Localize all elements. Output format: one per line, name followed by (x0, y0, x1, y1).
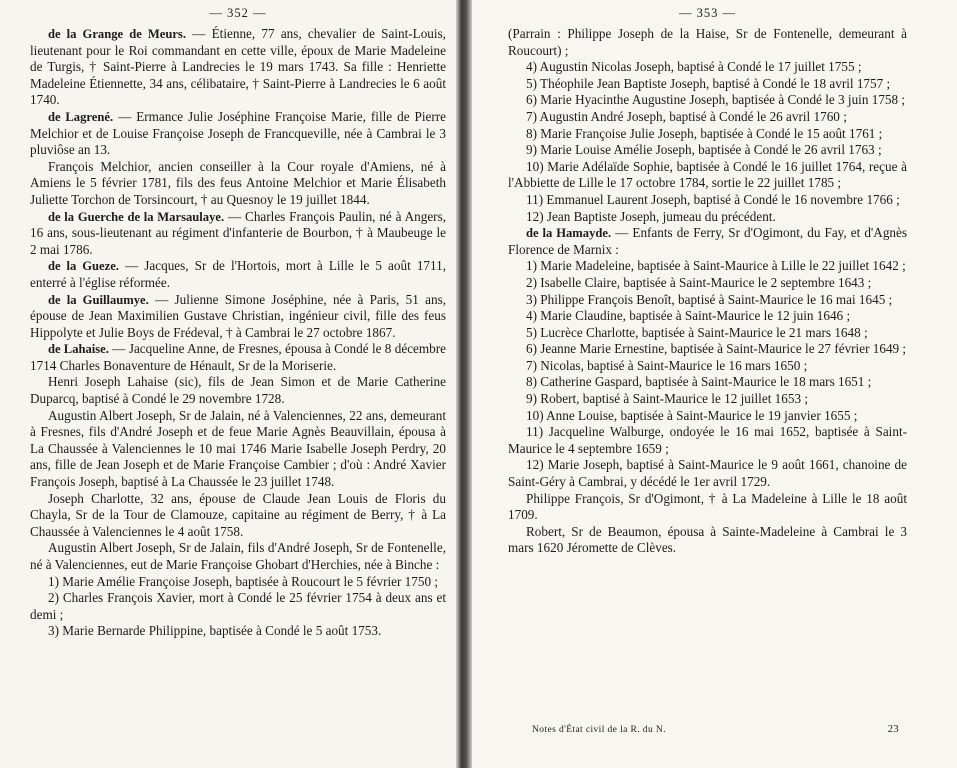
entry-text: 8) Marie Françoise Julie Joseph, baptisée à Condé le 15 août 1761 ; (526, 125, 883, 141)
paragraph (508, 325, 907, 342)
entry-text: — Ermance Julie Joséphine Françoise Marie, fille de Pierre Melchior et de Louise Françoise Joseph de Francqueville, née à Cambrai le 3 pluviôse an 13. (30, 108, 447, 158)
left-page-text (30, 26, 446, 640)
page-number: — 352 — (209, 6, 267, 20)
footer-title: Notes d'État civil de la R. du N. (532, 725, 666, 735)
paragraph (30, 292, 446, 342)
paragraph (30, 341, 446, 374)
entry-text: 7) Nicolas, baptisé à Saint-Maurice le 16 mars 1650 ; (526, 357, 808, 373)
page-footer (532, 725, 907, 735)
entry-text: 4) Augustin Nicolas Joseph, baptisé à Condé le 17 juillet 1755 ; (526, 59, 862, 75)
entry-text: 9) Marie Louise Amélie Joseph, baptisée à Condé le 26 avril 1763 ; (526, 142, 882, 158)
entry-text: 9) Robert, baptisé à Saint-Maurice le 12 juillet 1653 ; (526, 391, 808, 407)
paragraph (508, 159, 907, 192)
right-page (472, 0, 957, 768)
entry-text: 7) Augustin André Joseph, baptisé à Condé le 26 avril 1760 ; (526, 108, 847, 124)
entry-text: 2) Isabelle Claire, baptisée à Saint-Maurice le 2 septembre 1643 ; (526, 274, 872, 290)
entry-name: de la Guillaumye. (48, 292, 149, 307)
folio-number: 23 (887, 724, 899, 735)
entry-text: 1) Marie Madeleine, baptisée à Saint-Maurice à Lille le 22 juillet 1642 ; (526, 258, 906, 274)
paragraph (30, 491, 446, 541)
entry-text: — Julienne Simone Joséphine, née à Paris, 51 ans, épouse de Jean Maximilien Gustave Christian, ingénieur civil, fille des feus Hippolyte et Julie Boys de Frédeval, † à Cambrai le 27 octobre 1867. (30, 291, 446, 340)
entry-text: 12) Marie Joseph, baptisé à Saint-Maurice le 9 août 1661, chanoine de Saint-Géry à Cambrai, y décédé le 1er avril 1729. (508, 457, 907, 490)
entry-text: 11) Emmanuel Laurent Joseph, baptisé à Condé le 16 novembre 1766 ; (526, 191, 900, 207)
paragraph (30, 109, 446, 159)
entry-text: 5) Lucrèce Charlotte, baptisée à Saint-Maurice le 21 mars 1648 ; (526, 324, 868, 340)
entry-text: — Jacqueline Anne, de Fresnes, épousa à Condé le 8 décembre 1714 Charles Bonaventure de Hénault, Sr de la Moriserie. (30, 341, 446, 373)
paragraph (30, 258, 446, 291)
paragraph (508, 308, 907, 325)
paragraph (508, 491, 907, 524)
entry-text: Henri Joseph Lahaise (sic), fils de Jean Simon et de Marie Catherine Duparcq, baptisé à Condé le 29 novembre 1728. (30, 374, 446, 407)
paragraph (508, 92, 907, 109)
paragraph (508, 424, 907, 457)
paragraph (508, 258, 907, 275)
entry-text: Joseph Charlotte, 32 ans, épouse de Claude Jean Louis de Floris du Chayla, Sr de la Tour de Clamouze, capitaine au régiment de Berry, † à La Chaussée à Valenciennes le 4 août 1758. (30, 490, 446, 539)
paragraph (508, 524, 907, 557)
paragraph (30, 209, 446, 259)
paragraph (508, 457, 907, 490)
paragraph (508, 391, 907, 408)
paragraph (508, 341, 907, 358)
entry-text: François Melchior, ancien conseiller à la Cour royale d'Amiens, né à Amiens le 5 février 1781, fils des feus Antoine Melchior et Marie Élisabeth Juliette Torchon de Torsincourt, † au Quesnoy le 19 juillet 1844. (30, 158, 446, 207)
paragraph (508, 408, 907, 425)
book-gutter (456, 0, 472, 768)
entry-text: Augustin Albert Joseph, Sr de Jalain, fils d'André Joseph, Sr de Fontenelle, né à Valenciennes, eut de Marie Françoise Ghobart d'Herchies, née à Binche : (30, 540, 446, 572)
paragraph (508, 275, 907, 292)
paragraph (508, 374, 907, 391)
entry-text: 11) Jacqueline Walburge, ondoyée le 16 mai 1652, baptisée à Saint-Maurice le 4 septembre 1659 ; (508, 424, 907, 456)
entry-text: 10) Marie Adélaïde Sophie, baptisée à Condé le 16 juillet 1764, reçue à l'Abbiette de Lille le 17 octobre 1784, sortie le 22 juillet 1785 ; (508, 158, 907, 191)
paragraph (30, 26, 446, 109)
paragraph (30, 374, 446, 407)
entry-text: — Jacques, Sr de l'Hortois, mort à Lille le 5 août 1711, enterré à l'église réformée. (30, 258, 446, 290)
paragraph (508, 142, 907, 159)
paragraph (30, 623, 446, 640)
entry-text: Philippe François, Sr d'Ogimont, † à La Madeleine à Lille le 18 août 1709. (508, 490, 907, 523)
entry-text: — Charles François Paulin, né à Angers, 16 ans, sous-lieutenant au régiment d'infanterie de Bourbon, † à Maubeuge le 2 mai 1786. (30, 208, 447, 257)
paragraph (508, 192, 907, 209)
paragraph (30, 540, 446, 573)
entry-text: 2) Charles François Xavier, mort à Condé le 25 février 1754 à deux ans et demi ; (30, 590, 446, 622)
entry-text: (Parrain : Philippe Joseph de la Haise, Sr de Fontenelle, demeurant à Roucourt) ; (508, 26, 907, 58)
paragraph (508, 209, 907, 226)
entry-text: 6) Jeanne Marie Ernestine, baptisée à Saint-Maurice le 27 février 1649 ; (526, 341, 907, 357)
entry-name: de la Gueze. (48, 259, 119, 274)
paragraph (508, 358, 907, 375)
entry-name: de la Hamayde. (526, 226, 612, 241)
entry-text: — Enfants de Ferry, Sr d'Ogimont, du Fay, et d'Agnès Florence de Marnix : (508, 225, 907, 257)
paragraph (30, 159, 446, 209)
entry-text: 4) Marie Claudine, baptisée à Saint-Maurice le 12 juin 1646 ; (526, 308, 851, 324)
entry-name: de la Guerche de la Marsaulaye. (48, 209, 225, 224)
paragraph (30, 590, 446, 623)
paragraph (508, 109, 907, 126)
paragraph (508, 126, 907, 143)
entry-text: 6) Marie Hyacinthe Augustine Joseph, baptisée à Condé le 3 juin 1758 ; (526, 92, 906, 108)
entry-name: de Lahaise. (48, 342, 109, 357)
entry-text: 1) Marie Amélie Françoise Joseph, baptisée à Roucourt le 5 février 1750 ; (48, 573, 439, 589)
paragraph (508, 59, 907, 76)
right-page-text (508, 26, 907, 557)
entry-text: Robert, Sr de Beaumon, épousa à Sainte-Madeleine à Cambrai le 3 mars 1620 Jéromette de Clèves. (508, 523, 907, 556)
page-number: — 353 — (679, 6, 736, 20)
paragraph (508, 292, 907, 309)
paragraph (508, 26, 907, 59)
entry-text: 12) Jean Baptiste Joseph, jumeau du précédent. (526, 208, 776, 224)
entry-name: de Lagrené. (48, 109, 114, 124)
entry-text: 3) Marie Bernarde Philippine, baptisée à Condé le 5 août 1753. (48, 623, 382, 639)
entry-text: 10) Anne Louise, baptisée à Saint-Maurice le 19 janvier 1655 ; (526, 407, 858, 423)
entry-name: de la Grange de Meurs. (48, 27, 186, 41)
paragraph (508, 225, 907, 258)
paragraph (508, 76, 907, 93)
paragraph (30, 408, 446, 491)
paragraph (30, 574, 446, 591)
entry-text: — Étienne, 77 ans, chevalier de Saint-Louis, lieutenant pour le Roi commandant en cette ville, époux de Marie Madeleine de Turgis, † Saint-Pierre à Landrecies le 19 mars 1743. Sa fille : Henriette Madeleine Étiennette, 34 ans, célibataire, † Saint-Pierre à Landrecies le 6 août 1740. (30, 26, 446, 108)
entry-text: Augustin Albert Joseph, Sr de Jalain, né à Valenciennes, 22 ans, demeurant à Fresnes, fils d'André Joseph et de feue Marie Agnès Beauvillain, épousa à La Chaussée à Valenciennes le 10 mai 1746 Marie Isabelle Joseph Perdry, 20 ans, fille de Jean Joseph et de Marie Françoise Cambier ; d'où : André Xavier François Joseph, baptisé à La Chaussée le 23 juillet 1748. (30, 407, 446, 490)
left-page (0, 0, 460, 768)
entry-text: 5) Théophile Jean Baptiste Joseph, baptisé à Condé le 18 avril 1757 ; (526, 75, 891, 91)
entry-text: 3) Philippe François Benoît, baptisé à Saint-Maurice le 16 mai 1645 ; (526, 291, 893, 307)
entry-text: 8) Catherine Gaspard, baptisée à Saint-Maurice le 18 mars 1651 ; (526, 374, 872, 390)
